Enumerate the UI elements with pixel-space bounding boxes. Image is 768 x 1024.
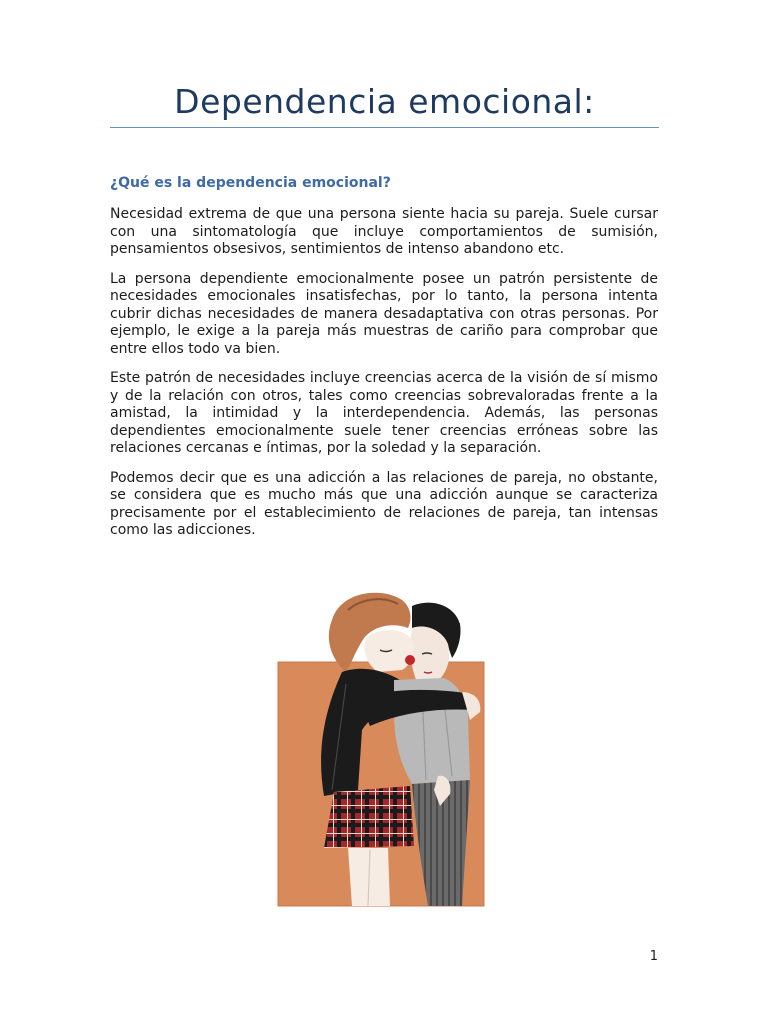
paragraph-2: La persona dependiente emocionalmente posee un patrón persistente de necesidades emocionales insatisfechas, por lo tanto, la persona intenta cubrir dichas necesidades de manera desadaptativa con otras personas. Por ejemplo, le exige a la pareja más muestras de cariño para comprobar que entre ellos todo va bien. <box>110 270 658 357</box>
tartan-skirt <box>324 786 414 848</box>
paragraph-4: Podemos decir que es una adicción a las relaciones de pareja, no obstante, se considera que es mucho más que una adicción aunque se caracteriza precisamente por el establecimiento de relaciones de pareja, tan intensas como las adicciones. <box>110 469 658 538</box>
couple-collage-illustration <box>262 580 512 910</box>
body-text <box>110 206 658 552</box>
paragraph-1: Necesidad extrema de que una persona siente hacia su pareja. Suele cursar con una sintomatología que incluye comportamientos de sumisión, pensamientos obsesivos, sentimientos de intenso abandono etc. <box>110 206 658 257</box>
title-underline <box>110 127 659 128</box>
page-number: 1 <box>649 949 658 964</box>
page-title: Dependencia emocional: <box>174 82 595 121</box>
section-heading: ¿Qué es la dependencia emocional? <box>110 175 391 191</box>
paragraph-3: Este patrón de necesidades incluye creencias acerca de la visión de sí mismo y de la relación con otros, tales como creencias sobrevaloradas frente a la amistad, la intimidad y la interdependencia. Además, las personas dependientes emocionalmente suele tener creencias erróneas sobre las relaciones cercanas e íntimas, por la soledad y la separación. <box>110 370 658 456</box>
